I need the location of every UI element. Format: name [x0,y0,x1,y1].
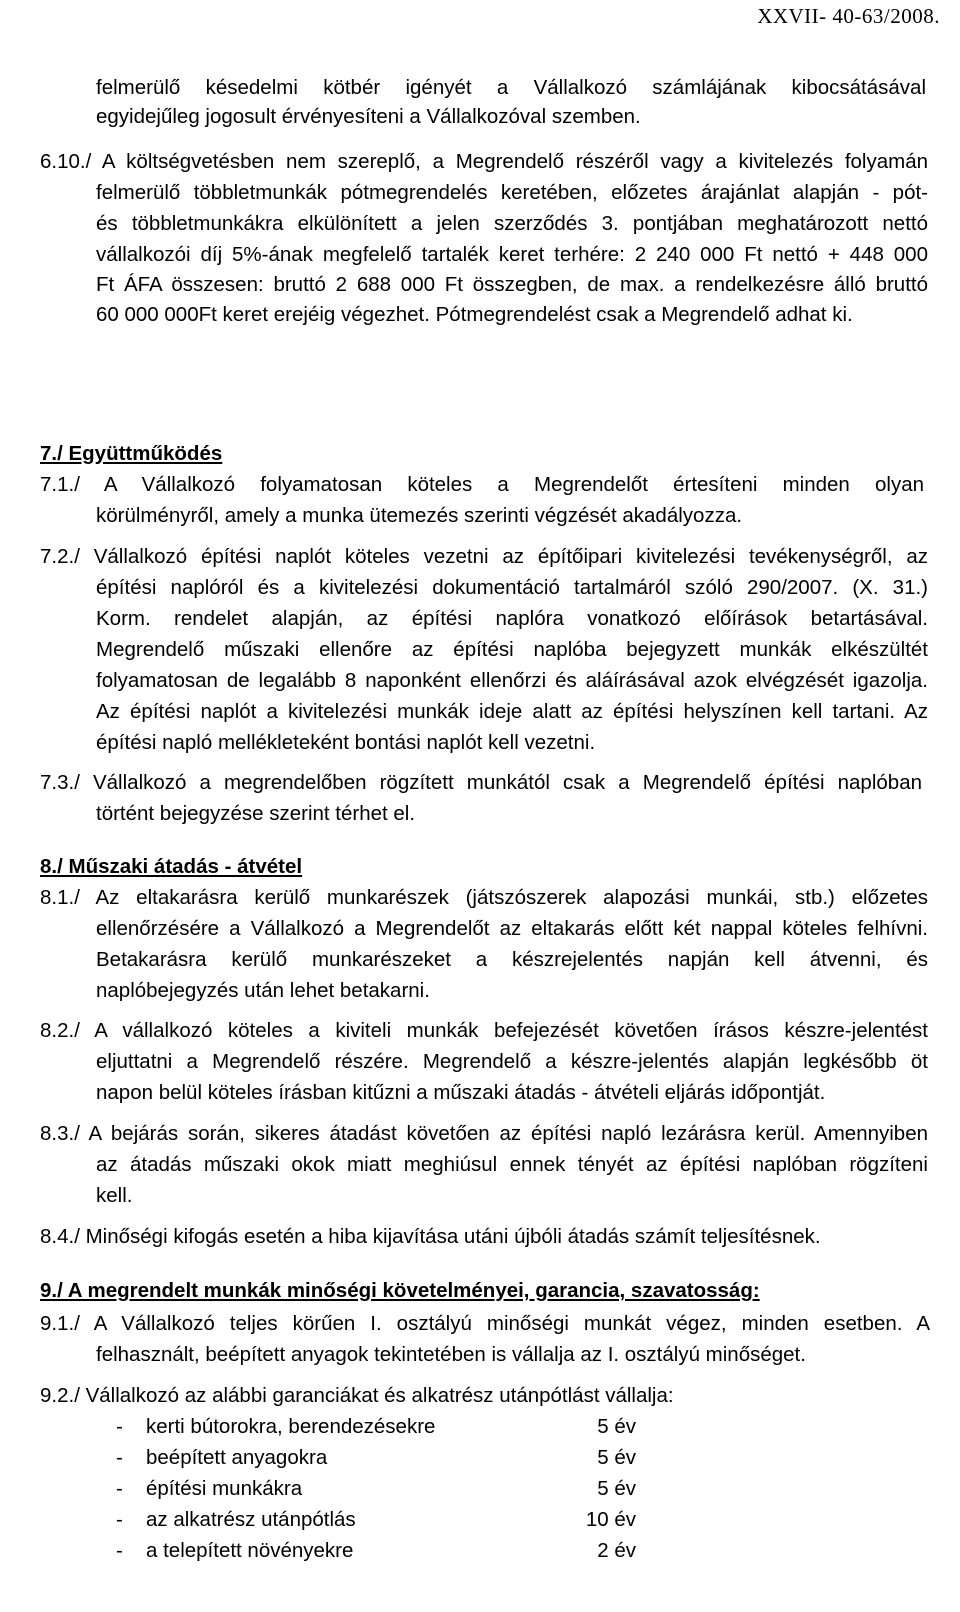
paragraph-line: 8.1./ Az eltakarásra kerülő munkarészek (játszószerek alapozási munkái, stb.) előzetes [40,886,928,909]
document-reference-number: XXVII- 40-63/2008. [757,4,940,28]
paragraph-line: 8.3./ A bejárás során, sikeres átadást követően az építési napló lezárásra kerül. Amennyiben [40,1122,928,1145]
paragraph-line: építési naplóról és a kivitelezési dokumentáció tartalmáról szóló 290/2007. (X. 31.) [96,576,928,599]
warranty-item [116,1479,636,1503]
warranty-item-period: 10 év [585,1508,636,1531]
paragraph-line: Korm. rendelet alapján, az építési naplóra vonatkozó előírások betartásával. [96,607,928,630]
list-dash: - [116,1415,123,1438]
warranty-item-label: építési munkákra [146,1477,303,1500]
paragraph-line: 8.4./ Minőségi kifogás esetén a hiba kijavítása utáni újbóli átadás számít teljesítésnek. [40,1225,821,1248]
paragraph-line: 9.1./ A Vállalkozó teljes körűen I. osztályú minőségi munkát végez, minden esetben. A [40,1312,930,1335]
paragraph-line: naplóbejegyzés után lehet betakarni. [96,979,430,1002]
list-dash: - [116,1508,123,1531]
list-dash: - [116,1477,123,1500]
warranty-item [116,1541,636,1565]
paragraph-line: vállalkozói díj 5%-ának megfelelő tartalék keret terhére: 2 240 000 Ft nettó + 448 000 [96,243,928,266]
paragraph-line: 6.10./ A költségvetésben nem szereplő, a Megrendelő részéről vagy a kivitelezés folyamán [40,150,928,173]
paragraph-line: felmerülő többletmunkák pótmegrendelés keretében, előzetes árajánlat alapján - pót- [96,181,928,204]
paragraph-line: körülményről, amely a munka ütemezés szerinti végzését akadályozza. [96,504,743,527]
warranty-item-period: 5 év [597,1477,636,1500]
paragraph-line: 7.3./ Vállalkozó a megrendelőben rögzített munkától csak a Megrendelő építési naplóban [40,771,922,794]
paragraph-line: eljuttatni a Megrendelő részére. Megrendelő a készre-jelentés alapján legkésőbb öt [96,1050,928,1073]
paragraph-line: 7.1./ A Vállalkozó folyamatosan köteles a Megrendelőt értesíteni minden olyan [40,473,924,496]
warranty-item-period: 5 év [597,1446,636,1469]
paragraph-line: kell. [96,1184,133,1207]
paragraph-line: ellenőrzésére a Vállalkozó a Megrendelőt az eltakarás előtt két nappal köteles felhívni. [96,917,928,940]
warranty-item-label: beépített anyagokra [146,1446,328,1469]
paragraph-line: építési napló mellékleteként bontási naplót kell vezetni. [96,731,596,754]
paragraph-line: folyamatosan de legalább 8 naponként ellenőrzi és aláírásával azok elvégzését igazolja. [96,669,928,692]
list-dash: - [116,1446,123,1469]
paragraph-line: egyidejűleg jogosult érvényesíteni a Vállalkozóval szemben. [96,105,641,128]
paragraph-line: történt bejegyzése szerint térhet el. [96,802,416,825]
paragraph-line: Az építési naplót a kivitelezési munkák ideje alatt az építési helyszínen kell tartani. Az [96,700,928,723]
paragraph-line: 60 000 000Ft keret erejéig végezhet. Pótmegrendelést csak a Megrendelő adhat ki. [96,303,853,326]
paragraph-line: 7.2./ Vállalkozó építési naplót köteles vezetni az építőipari kivitelezési tevékenységről, az [40,545,928,568]
warranty-item-period: 5 év [597,1415,636,1438]
paragraph-line: Betakarásra kerülő munkarészeket a készrejelentés napján kell átvenni, és [96,948,928,971]
paragraph-line: Megrendelő műszaki ellenőre az építési naplóba bejegyzett munkák elkészültét [96,638,928,661]
paragraph-line: felhasznált, beépített anyagok tekintetében is vállalja az I. osztályú minőséget. [96,1343,806,1366]
paragraph-line: az átadás műszaki okok miatt meghiúsul ennek tényét az építési naplóban rögzíteni [96,1153,928,1176]
warranty-item-period: 2 év [597,1539,636,1562]
warranty-item [116,1448,636,1472]
warranty-item-label: az alkatrész utánpótlás [146,1508,356,1531]
warranty-item-label: kerti bútorokra, berendezésekre [146,1415,436,1438]
paragraph-line: 9.2./ Vállalkozó az alábbi garanciákat és alkatrész utánpótlást vállalja: [40,1384,674,1407]
paragraph-line: Ft ÁFA összesen: bruttó 2 688 000 Ft összegben, de max. a rendelkezésre álló bruttó [96,273,928,296]
warranty-item [116,1417,636,1441]
paragraph-line: és többletmunkákra elkülönített a jelen szerződés 3. pontjában meghatározott nettó [96,212,928,235]
warranty-item-label: a telepített növényekre [146,1539,354,1562]
section-heading: 8./ Műszaki átadás - átvétel [40,855,303,878]
warranty-item [116,1510,636,1534]
section-heading: 9./ A megrendelt munkák minőségi követelményei, garancia, szavatosság: [40,1279,760,1302]
paragraph-line: napon belül köteles írásban kitűzni a műszaki átadás - átvételi eljárás időpontját. [96,1081,826,1104]
paragraph-line: felmerülő késedelmi kötbér igényét a Vállalkozó számlájának kibocsátásával [96,76,926,99]
list-dash: - [116,1539,123,1562]
paragraph-line: 8.2./ A vállalkozó köteles a kiviteli munkák befejezését követően írásos készre-jelentést [40,1019,928,1042]
section-heading: 7./ Együttműködés [40,442,223,465]
